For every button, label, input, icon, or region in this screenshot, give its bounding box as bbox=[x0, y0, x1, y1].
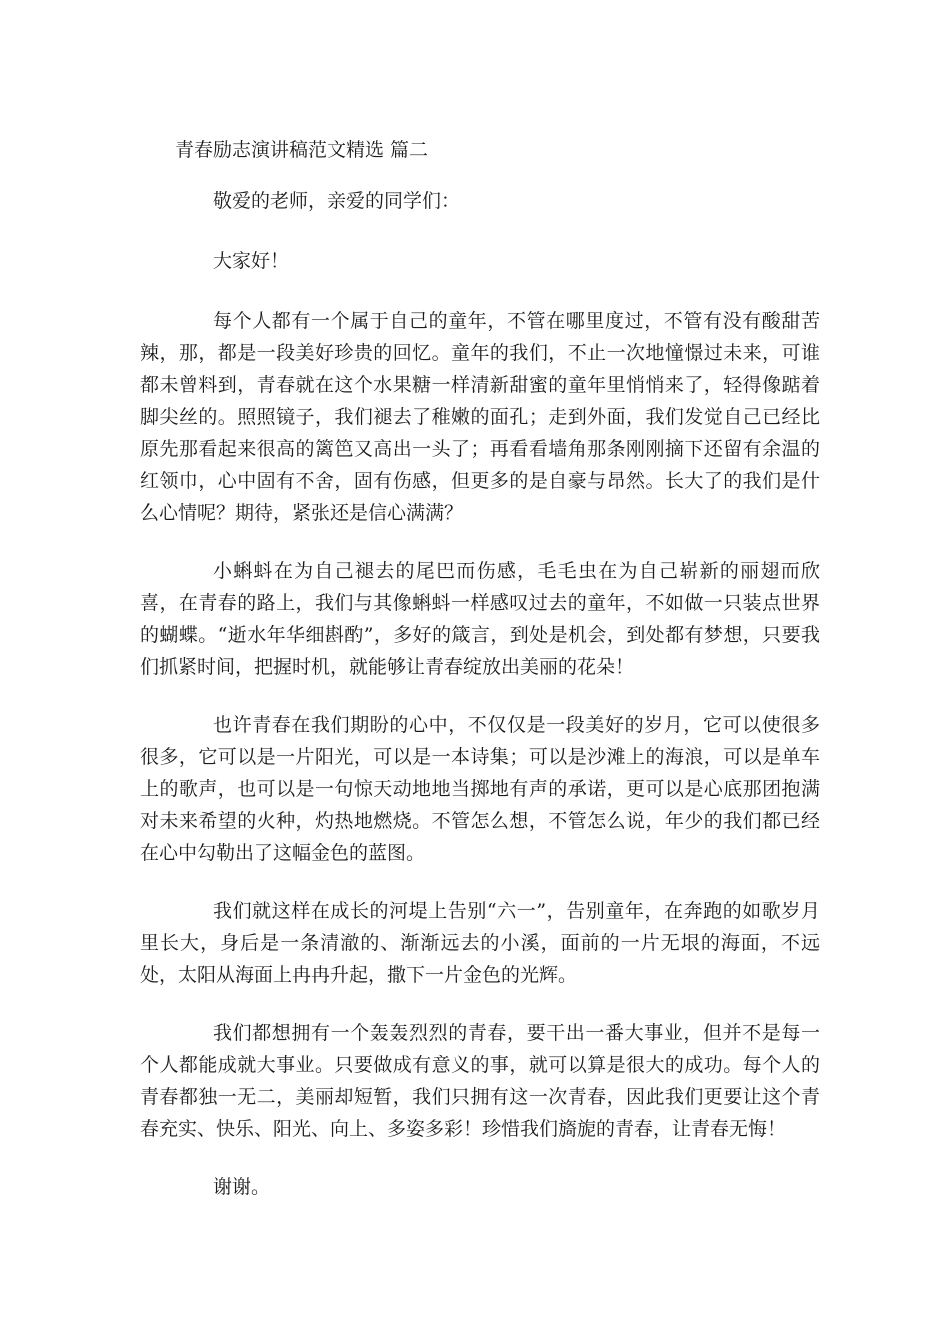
greeting-line: 敬爱的老师，亲爱的同学们： bbox=[213, 190, 461, 212]
paragraph-5: 我们都想拥有一个轰轰烈烈的青春，要干出一番大事业，但并不是每一个人都能成就大事业。只要做成有意义的事，就可以算是很大的成功。每个人的青春都独一无二，美丽却短暂，我们只拥有这一次青春，因此我们更要让这个青春充实、快乐、阳光、向上、多姿多彩！珍惜我们旖旎的青春，让青春无悔！ bbox=[140, 1022, 820, 1140]
document-title: 青春励志演讲稿范文精选 篇二 bbox=[175, 139, 429, 161]
paragraph-4: 我们就这样在成长的河堤上告别“六一”，告别童年，在奔跑的如歌岁月里长大，身后是一条清澈的、渐渐远去的小溪，面前的一片无垠的海面，不远处，太阳从海面上冉冉升起，撒下一片金色的光辉。 bbox=[140, 900, 820, 986]
document-body bbox=[140, 185, 820, 1231]
paragraph-1: 每个人都有一个属于自己的童年，不管在哪里度过，不管有没有酸甜苦辣，那，都是一段美好珍贵的回忆。童年的我们，不止一次地憧憬过未来，可谁都未曾料到，青春就在这个水果糖一样清新甜蜜的童年里悄悄来了，轻得像踮着脚尖丝的。照照镜子，我们褪去了稚嫩的面孔；走到外面，我们发觉自己已经比原先那看起来很高的篱笆又高出一头了；再看看墙角那条刚刚摘下还留有余温的红领巾，心中固有不舍，固有伤感，但更多的是自豪与昂然。长大了的我们是什么心情呢？期待，紧张还是信心满满？ bbox=[140, 310, 820, 524]
hello-line: 大家好！ bbox=[213, 250, 290, 272]
paragraph-3: 也许青春在我们期盼的心中，不仅仅是一段美好的岁月，它可以使很多很多，它可以是一片阳光，可以是一本诗集；可以是沙滩上的海浪，可以是单车上的歌声，也可以是一句惊天动地地当掷地有声的承诺，更可以是心底那团抱满对未来希望的火种，灼热地燃烧。不管怎么想，不管怎么说，年少的我们都已经在心中勾勒出了这幅金色的蓝图。 bbox=[140, 714, 820, 864]
closing-line: 谢谢。 bbox=[213, 1176, 271, 1198]
paragraph-2: 小蝌蚪在为自己褪去的尾巴而伤感，毛毛虫在为自己崭新的丽翅而欣喜，在青春的路上，我们与其像蝌蚪一样感叹过去的童年，不如做一只装点世界的蝴蝶。“逝水年华细斟酌”，多好的箴言，到处是机会，到处都有梦想，只要我们抓紧时间，把握时机，就能够让青春绽放出美丽的花朵！ bbox=[140, 560, 820, 678]
